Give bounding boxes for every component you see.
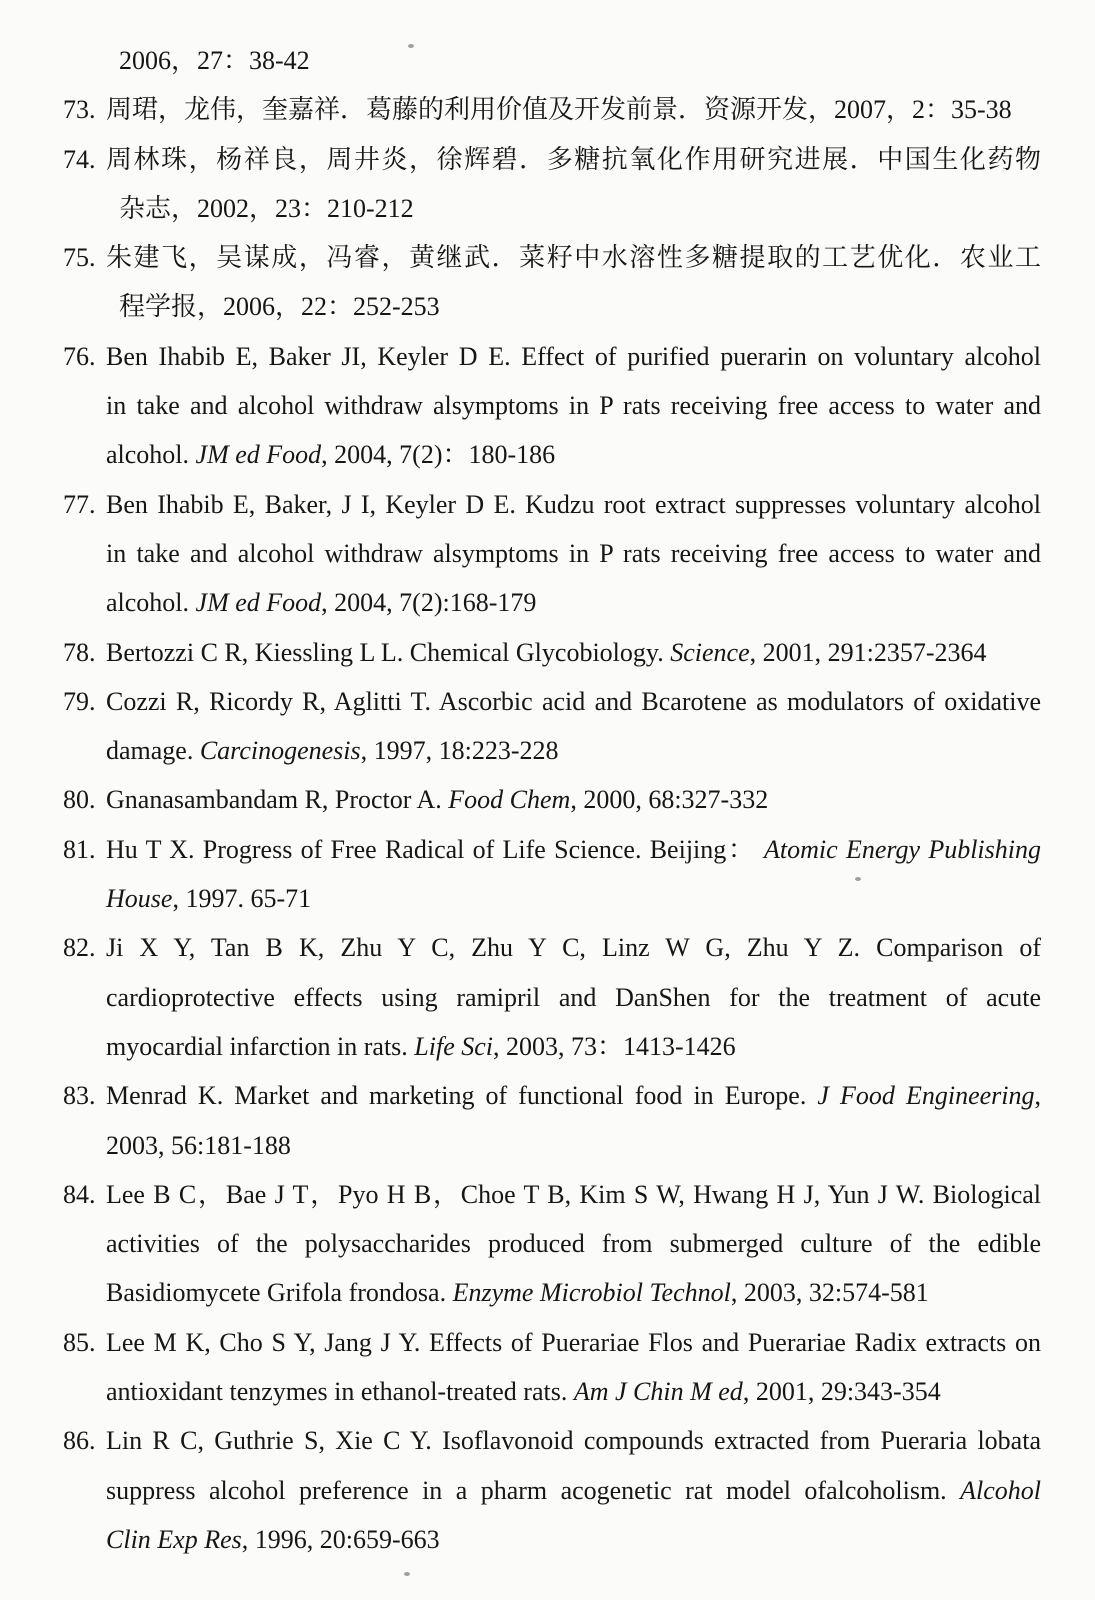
reference-line <box>106 726 1041 775</box>
reference-line <box>106 775 1041 824</box>
reference-text: Cozzi R, Ricordy R, Aglitti T. Ascorbic acid and Bcarotene as modulators of oxidative <box>106 686 1041 716</box>
reference-text: Ben Ihabib E, Baker JI, Keyler D E. Effect of purified puerarin on voluntary alcohol <box>106 341 1041 371</box>
reference-text: , 2003, 32:574-581 <box>730 1278 929 1308</box>
reference-text: 2006，27：38-42 <box>119 46 310 75</box>
reference-line <box>106 1466 1041 1515</box>
reference-line <box>106 677 1041 726</box>
reference-line <box>106 1121 1041 1170</box>
reference-line <box>106 381 1041 430</box>
reference-line <box>106 282 1041 331</box>
reference-number: 81. <box>63 834 96 864</box>
journal-name: Am J Chin M ed <box>573 1377 743 1407</box>
reference-text: , <box>1034 1081 1041 1111</box>
reference-text: , 2001, 29:343-354 <box>742 1377 941 1407</box>
reference-item <box>0 1318 1041 1417</box>
reference-line <box>106 480 1041 529</box>
reference-text: Ben Ihabib E, Baker, J I, Keyler D E. Kudzu root extract suppresses voluntary alcohol <box>106 489 1041 519</box>
journal-name: Atomic Energy Publishing <box>764 834 1041 864</box>
journal-name: Life Sci <box>414 1031 493 1061</box>
scan-speck <box>855 877 861 881</box>
reference-line <box>106 1416 1041 1465</box>
reference-text: Basidiomycete Grifola frondosa. <box>106 1278 453 1308</box>
reference-line <box>106 923 1041 972</box>
reference-line <box>106 1268 1041 1317</box>
reference-text: , 2004, 7(2)：180-186 <box>321 440 556 470</box>
reference-text: alcohol. <box>106 440 196 470</box>
journal-name: Alcohol <box>960 1475 1041 1505</box>
reference-text: Lee B C，Bae J T，Pyo H B，Choe T B, Kim S W, Hwang H J, Yun J W. Biological <box>106 1179 1041 1209</box>
reference-number: 78. <box>63 637 96 667</box>
reference-line <box>106 825 1041 874</box>
reference-line <box>106 85 1041 134</box>
reference-line <box>106 430 1041 479</box>
scan-speck <box>408 44 414 48</box>
journal-name: JM ed Food <box>195 440 322 470</box>
reference-text: myocardial infarction in rats. <box>106 1031 415 1061</box>
journal-name: Clin Exp Res <box>106 1524 242 1554</box>
reference-line <box>106 1367 1041 1416</box>
reference-text: 程学报，2006，22：252-253 <box>119 292 440 322</box>
reference-text: , 2004, 7(2):168-179 <box>321 588 537 618</box>
journal-name: Science <box>670 637 750 667</box>
reference-text: activities of the polysaccharides produced from submerged culture of the edible <box>106 1229 1041 1259</box>
journal-name: J Food Engineering <box>817 1081 1035 1111</box>
reference-text: Ji X Y, Tan B K, Zhu Y C, Zhu Y C, Linz W G, Zhu Y Z. Comparison of <box>106 933 1041 963</box>
reference-item <box>0 480 1041 628</box>
references-list <box>0 36 1095 1564</box>
reference-number: 73. <box>63 95 96 125</box>
reference-number: 80. <box>63 785 96 815</box>
reference-text: cardioprotective effects using ramipril and DanShen for the treatment of acute <box>106 982 1041 1012</box>
reference-text: in take and alcohol withdraw alsymptoms in P rats receiving free access to water and <box>106 391 1041 421</box>
reference-line <box>106 1022 1041 1071</box>
reference-text: 周林珠，杨祥良，周井炎，徐辉碧．多糖抗氧化作用研究进展．中国生化药物 <box>106 144 1041 174</box>
reference-text: Hu T X. Progress of Free Radical of Life Science. Beijing： <box>106 834 765 864</box>
reference-line <box>106 628 1041 677</box>
reference-number: 84. <box>63 1179 96 1209</box>
reference-text: Bertozzi C R, Kiessling L L. Chemical Glycobiology. <box>106 637 671 667</box>
reference-number: 75. <box>63 243 96 273</box>
reference-text: 朱建飞，吴谋成，冯睿，黄继武．菜籽中水溶性多糖提取的工艺优化．农业工 <box>106 243 1041 273</box>
reference-text: , 1997. 65-71 <box>172 884 312 914</box>
scan-speck <box>404 1572 410 1576</box>
reference-number: 79. <box>63 686 96 716</box>
reference-line <box>106 973 1041 1022</box>
reference-item <box>0 628 1041 677</box>
journal-name: Carcinogenesis <box>199 736 361 766</box>
reference-item <box>0 1416 1041 1564</box>
reference-text: 周珺，龙伟，奎嘉祥．葛藤的利用价值及开发前景．资源开发，2007，2：35-38 <box>106 95 1012 125</box>
reference-line <box>106 1219 1041 1268</box>
reference-text: Lee M K, Cho S Y, Jang J Y. Effects of Puerariae Flos and Puerariae Radix extracts on <box>106 1327 1041 1357</box>
reference-item <box>0 85 1041 134</box>
reference-item <box>0 923 1041 1071</box>
reference-item <box>0 332 1041 480</box>
reference-item <box>0 135 1041 234</box>
reference-line <box>106 135 1041 184</box>
reference-text: , 1997, 18:223-228 <box>360 736 559 766</box>
reference-text: 2003, 56:181-188 <box>106 1130 291 1160</box>
reference-text: , 2003, 73：1413-1426 <box>493 1031 736 1061</box>
reference-item <box>0 825 1041 924</box>
reference-line <box>106 233 1041 282</box>
reference-item <box>0 233 1041 332</box>
reference-item <box>0 1170 1041 1318</box>
reference-item <box>0 1071 1041 1170</box>
reference-line <box>106 1071 1041 1120</box>
reference-text: Lin R C, Guthrie S, Xie C Y. Isoflavonoid compounds extracted from Pueraria lobata <box>106 1426 1041 1456</box>
reference-text: Menrad K. Market and marketing of functional food in Europe. <box>106 1081 818 1111</box>
reference-number: 82. <box>63 933 96 963</box>
reference-line <box>106 1170 1041 1219</box>
reference-text: damage. <box>106 736 200 766</box>
journal-name: Enzyme Microbiol Technol <box>452 1278 731 1308</box>
reference-text: in take and alcohol withdraw alsymptoms in P rats receiving free access to water and <box>106 538 1041 568</box>
reference-item <box>0 36 1041 85</box>
reference-line <box>106 578 1041 627</box>
reference-line <box>106 1318 1041 1367</box>
reference-text: , 1996, 20:659-663 <box>241 1524 440 1554</box>
reference-text: antioxidant tenzymes in ethanol-treated rats. <box>106 1377 574 1407</box>
reference-text: , 2000, 68:327-332 <box>570 785 769 815</box>
reference-number: 85. <box>63 1327 96 1357</box>
reference-text: suppress alcohol preference in a pharm acogenetic rat model ofalcoholism. <box>106 1475 961 1505</box>
reference-line <box>106 529 1041 578</box>
reference-number: 83. <box>63 1081 96 1111</box>
reference-number: 76. <box>63 341 96 371</box>
reference-line <box>106 36 1041 85</box>
reference-text: Gnanasambandam R, Proctor A. <box>106 785 449 815</box>
reference-text: alcohol. <box>106 588 196 618</box>
reference-line <box>106 874 1041 923</box>
journal-name: JM ed Food <box>195 588 322 618</box>
reference-item <box>0 775 1041 824</box>
reference-text: , 2001, 291:2357-2364 <box>749 637 987 667</box>
reference-number: 86. <box>63 1426 96 1456</box>
journal-name: Food Chem <box>448 785 571 815</box>
journal-name: House <box>106 884 173 914</box>
reference-line <box>106 184 1041 233</box>
reference-line <box>106 1515 1041 1564</box>
reference-text: 杂志，2002，23：210-212 <box>119 193 414 223</box>
reference-line <box>106 332 1041 381</box>
reference-number: 74. <box>63 144 96 174</box>
reference-item <box>0 677 1041 776</box>
reference-number: 77. <box>63 489 96 519</box>
